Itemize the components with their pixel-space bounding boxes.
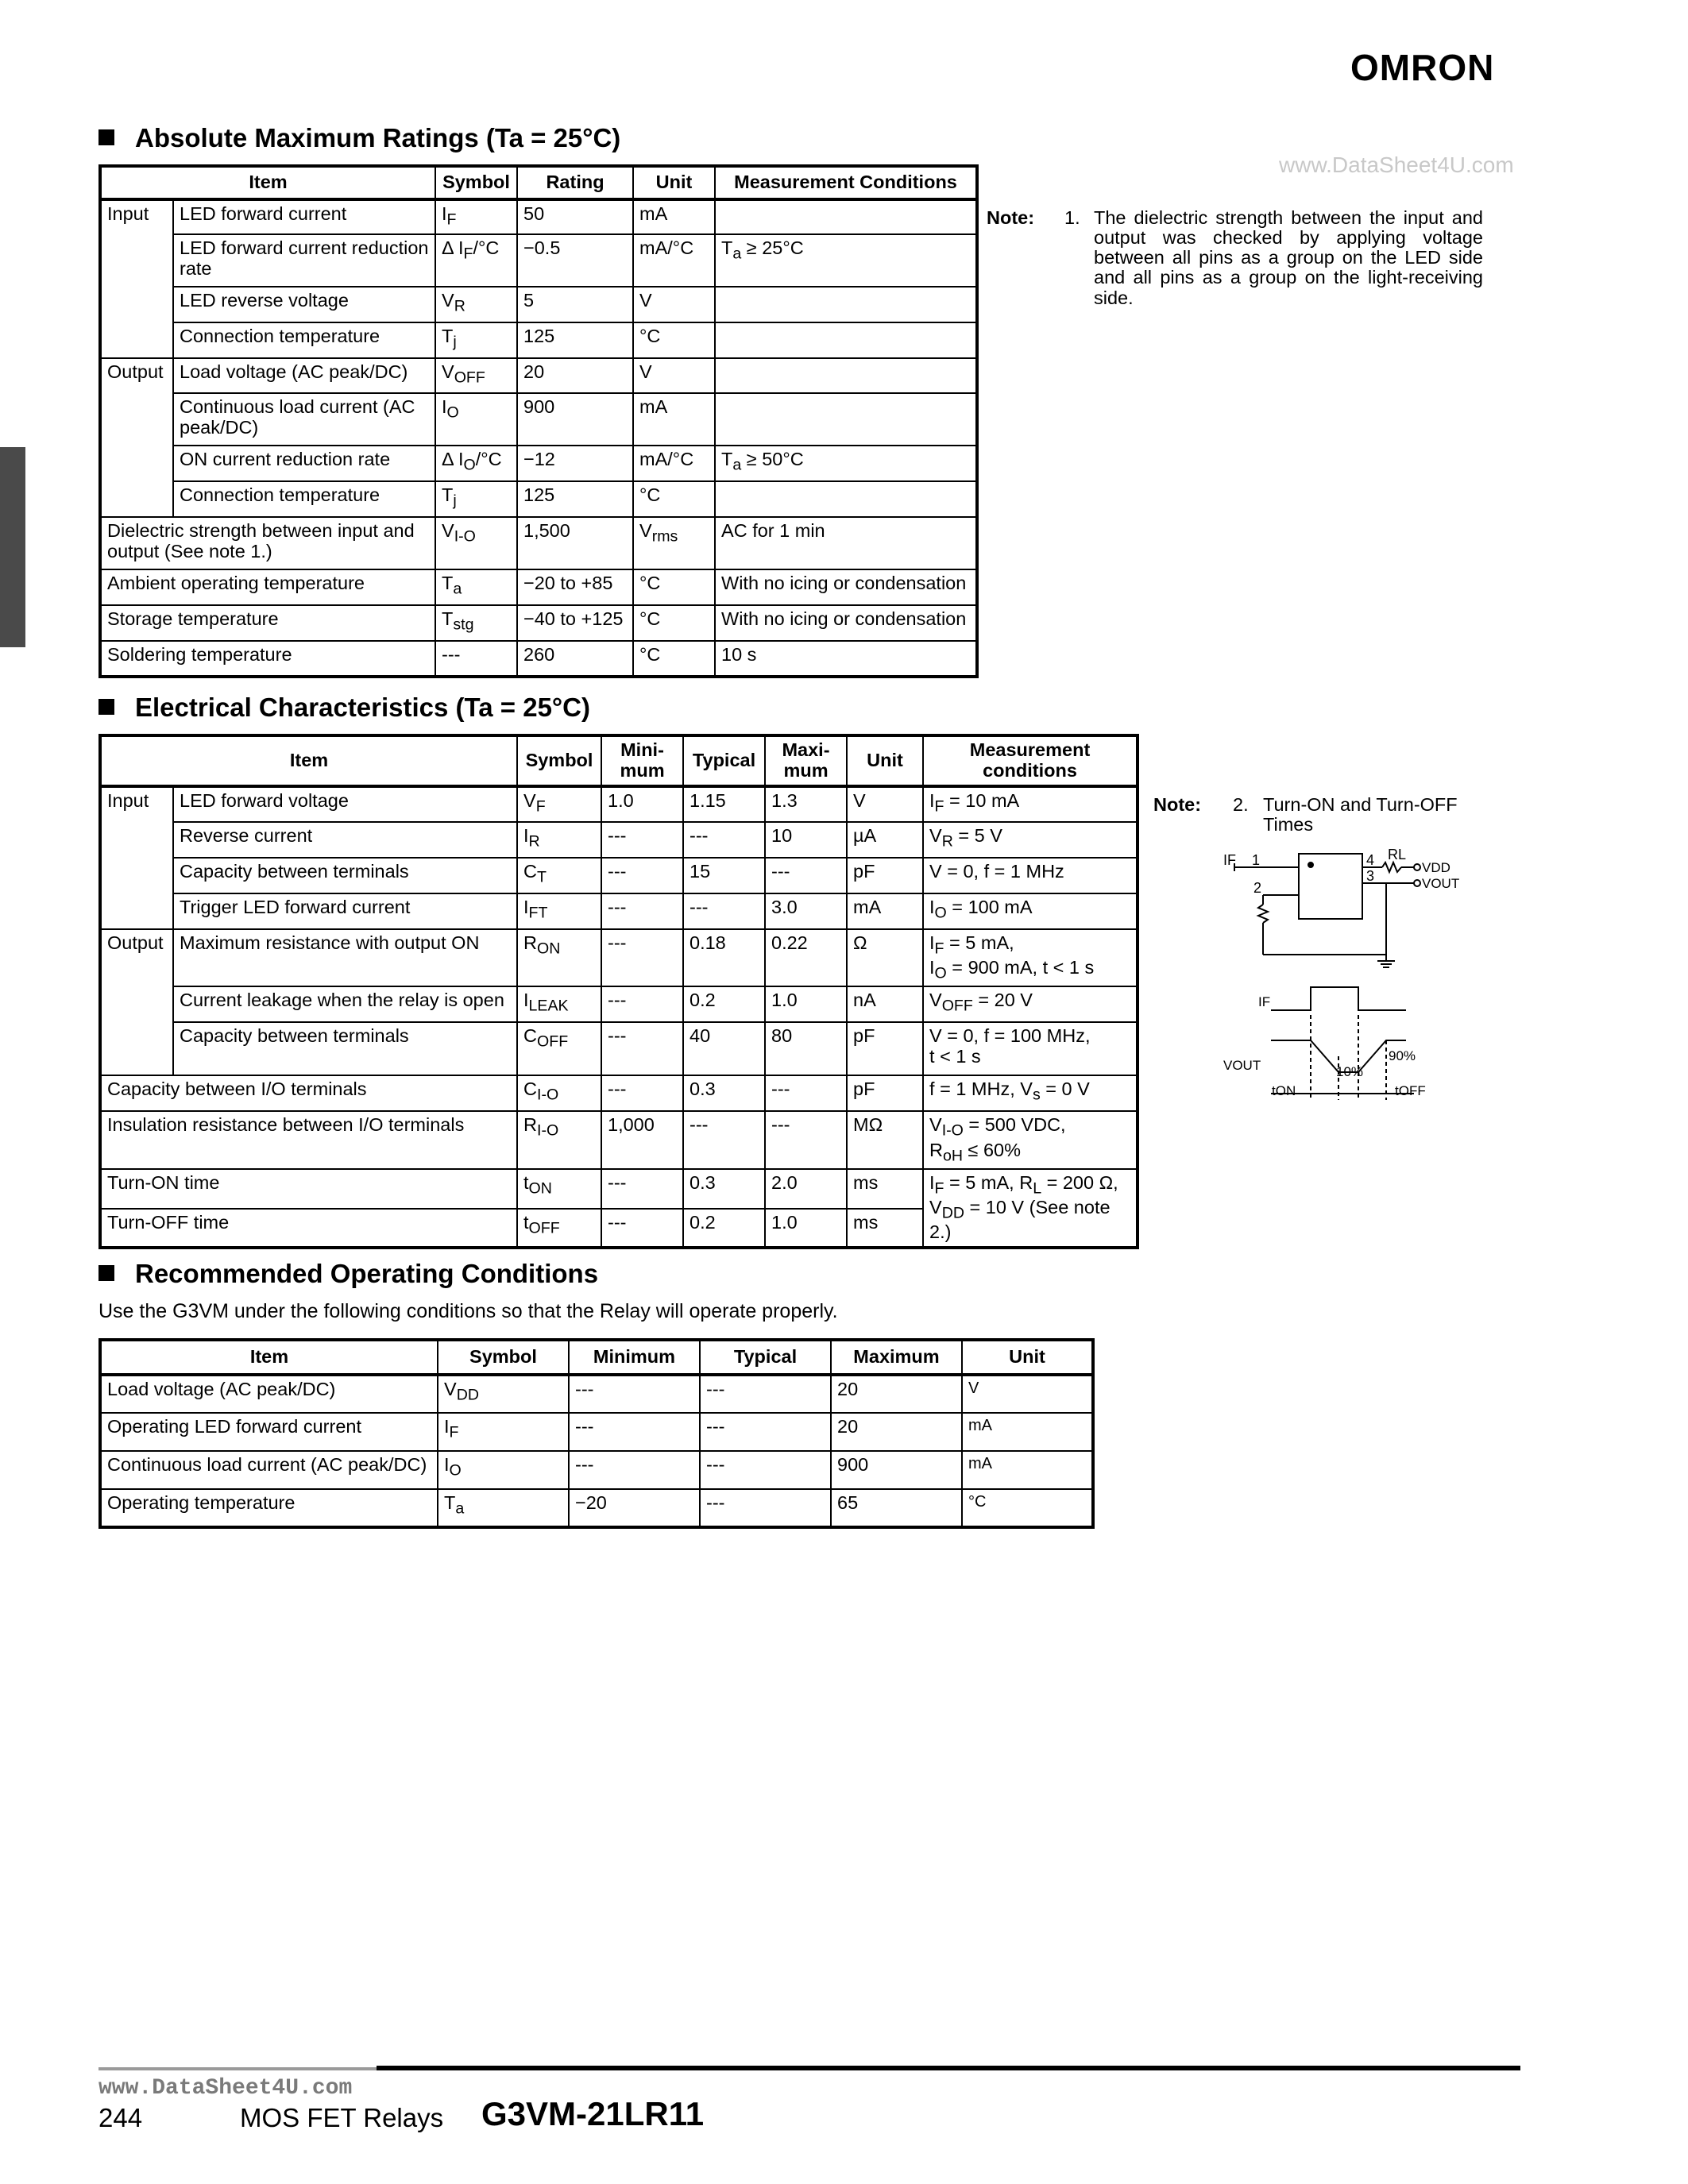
- unit-cell: °C: [633, 569, 715, 605]
- item-cell: Continuous load current (AC peak/DC): [173, 393, 435, 446]
- col-header-rating: Rating: [517, 166, 633, 199]
- min-cell: ---: [601, 893, 683, 929]
- unit-cell: $V_{rms}$: [633, 517, 715, 569]
- pin1-dot-icon: [1308, 862, 1313, 867]
- label-vdd: VDD: [1422, 860, 1450, 875]
- col-header-symbol: Symbol: [438, 1340, 569, 1375]
- max-cell: 10: [765, 822, 847, 858]
- group-output: Output: [100, 358, 173, 517]
- cond-cell: $V_R = 5$ V: [923, 822, 1138, 858]
- min-cell: 1.0: [601, 786, 683, 822]
- unit-cell: Ω: [847, 929, 923, 986]
- symbol-cell: $R_{I-O}$: [517, 1111, 601, 1168]
- unit-cell: mA: [847, 893, 923, 929]
- col-header-typical: Typical: [700, 1340, 831, 1375]
- label-toff: tOFF: [1395, 1083, 1426, 1098]
- unit-cell: °C: [633, 322, 715, 358]
- typ-cell: 0.18: [683, 929, 765, 986]
- cond-cell: $T_a \ge 25^\circ C$: [715, 234, 977, 287]
- rating-cell: −12: [517, 446, 633, 481]
- cond-cell: V = 0, f = 1 MHz: [923, 858, 1138, 893]
- label-pin2: 2: [1253, 880, 1262, 896]
- cond-cell: $I_F = 10$ mA: [923, 786, 1138, 822]
- col-header-typical: Typical: [683, 735, 765, 786]
- col-header-min: Mini- mum: [601, 735, 683, 786]
- item-cell: LED forward current: [173, 199, 435, 234]
- cond-cell: $I_F = 5$ mA, $I_O = 900$ mA, t < 1 s: [923, 929, 1138, 986]
- col-header-unit: Unit: [962, 1340, 1093, 1375]
- typ-cell: ---: [700, 1451, 831, 1489]
- table-row: [100, 1375, 1093, 1413]
- symbol-cell: $I_O$: [435, 393, 517, 446]
- rating-cell: −0.5: [517, 234, 633, 287]
- unit-cell: nA: [847, 986, 923, 1022]
- max-cell: ---: [765, 1111, 847, 1168]
- max-cell: 0.22: [765, 929, 847, 986]
- min-cell: ---: [569, 1375, 700, 1413]
- symbol-cell: $I_{FT}$: [517, 893, 601, 929]
- min-cell: −20: [569, 1489, 700, 1527]
- symbol-cell: $T_j$: [435, 481, 517, 517]
- table-row: [100, 893, 1138, 929]
- cond-cell: [715, 287, 977, 322]
- table-row: [100, 858, 1138, 893]
- rec-intro-text: Use the G3VM under the following conditions so that the Relay will operate properly.: [98, 1300, 838, 1322]
- symbol-cell: $I_F$: [435, 199, 517, 234]
- cond-cell: AC for 1 min: [715, 517, 977, 569]
- typ-cell: ---: [683, 893, 765, 929]
- table-row: [100, 1075, 1138, 1111]
- min-cell: ---: [601, 1209, 683, 1248]
- col-header-conditions: Measurement conditions: [923, 735, 1138, 786]
- typ-cell: 0.2: [683, 986, 765, 1022]
- item-cell: LED reverse voltage: [173, 287, 435, 322]
- symbol-cell: $T_a$: [438, 1489, 569, 1527]
- min-cell: ---: [601, 929, 683, 986]
- typ-cell: 40: [683, 1022, 765, 1075]
- item-cell: Trigger LED forward current: [173, 893, 517, 929]
- col-header-item: Item: [100, 166, 435, 199]
- table-header-row: [100, 735, 1138, 786]
- elec-title-text: Electrical Characteristics (Ta = 25°C): [135, 693, 590, 722]
- rating-cell: 125: [517, 322, 633, 358]
- label-ton: tON: [1272, 1083, 1296, 1098]
- cond-cell: [715, 393, 977, 446]
- resistor-rl-icon: [1382, 862, 1401, 872]
- item-cell: Insulation resistance between I/O terminals: [100, 1111, 517, 1168]
- symbol-cell: $V_{DD}$: [438, 1375, 569, 1413]
- item-cell: Maximum resistance with output ON: [173, 929, 517, 986]
- min-cell: ---: [601, 858, 683, 893]
- label-10pct: 10%: [1336, 1064, 1364, 1079]
- col-header-item: Item: [100, 735, 517, 786]
- group-output: Output: [100, 929, 173, 1075]
- max-cell: ---: [765, 1075, 847, 1111]
- footer-category: MOS FET Relays: [240, 2103, 444, 2132]
- omron-logo: OMRON: [1350, 47, 1495, 88]
- symbol-cell: $V_F$: [517, 786, 601, 822]
- abs-max-table: [98, 164, 979, 678]
- label-rl: RL: [1388, 847, 1407, 862]
- unit-cell: °C: [962, 1489, 1093, 1527]
- item-cell: ON current reduction rate: [173, 446, 435, 481]
- rec-title: [98, 1259, 598, 1289]
- table-row: [100, 1169, 1138, 1209]
- cond-cell: $V_{OFF} = 20$ V: [923, 986, 1138, 1022]
- unit-cell: °C: [633, 481, 715, 517]
- item-cell: Current leakage when the relay is open: [173, 986, 517, 1022]
- min-cell: ---: [601, 1169, 683, 1209]
- table-row: [100, 1451, 1093, 1489]
- label-pin1: 1: [1252, 852, 1261, 868]
- unit-cell: V: [633, 287, 715, 322]
- footer-rule-black: [377, 2066, 1520, 2070]
- table-row: [100, 569, 977, 605]
- max-cell: ---: [765, 858, 847, 893]
- symbol-cell: $T_j$: [435, 322, 517, 358]
- item-cell: Load voltage (AC peak/DC): [173, 358, 435, 393]
- label-wave-vout: VOUT: [1223, 1058, 1261, 1073]
- note-2-label: Note:: [1153, 794, 1202, 815]
- min-cell: ---: [601, 1075, 683, 1111]
- max-cell: 20: [831, 1375, 962, 1413]
- cond-cell: 10 s: [715, 641, 977, 677]
- col-header-max: Maximum: [831, 1340, 962, 1375]
- symbol-subscript: F: [446, 210, 457, 229]
- rating-cell: −20 to +85: [517, 569, 633, 605]
- table-row: [100, 287, 977, 322]
- table-row: [100, 1413, 1093, 1451]
- cond-cell: f = 1 MHz, $V_s = 0$ V: [923, 1075, 1138, 1111]
- table-row: [100, 199, 977, 234]
- turn-on-off-diagram: [1223, 846, 1493, 1116]
- rating-cell: 125: [517, 481, 633, 517]
- col-header-unit: Unit: [633, 166, 715, 199]
- table-row: [100, 481, 977, 517]
- footer-rule-gray: [98, 2067, 377, 2070]
- unit-cell: mA: [962, 1451, 1093, 1489]
- col-header-unit: Unit: [847, 735, 923, 786]
- rating-cell: 50: [517, 199, 633, 234]
- symbol-cell: $I_F$: [438, 1413, 569, 1451]
- symbol-cell: $C_{I-O}$: [517, 1075, 601, 1111]
- min-cell: ---: [601, 822, 683, 858]
- footer-model: G3VM-21LR11: [481, 2095, 705, 2132]
- unit-cell: V: [633, 358, 715, 393]
- max-cell: 2.0: [765, 1169, 847, 1209]
- unit-cell: mA: [962, 1413, 1093, 1451]
- label-90pct: 90%: [1389, 1048, 1416, 1063]
- symbol-cell: $I_R$: [517, 822, 601, 858]
- cond-cell: With no icing or condensation: [715, 605, 977, 641]
- item-cell: Dielectric strength between input and output (See note 1.): [100, 517, 435, 569]
- item-cell: Connection temperature: [173, 322, 435, 358]
- cond-cell: V = 0, f = 100 MHz, t < 1 s: [923, 1022, 1138, 1075]
- item-cell: LED forward voltage: [173, 786, 517, 822]
- max-cell: 1.0: [765, 986, 847, 1022]
- square-bullet-icon: [98, 129, 114, 145]
- symbol-cell: $V_{OFF}$: [435, 358, 517, 393]
- table-row: [100, 1022, 1138, 1075]
- typ-cell: ---: [683, 1111, 765, 1168]
- item-cell: Capacity between I/O terminals: [100, 1075, 517, 1111]
- square-bullet-icon: [98, 1265, 114, 1281]
- item-cell: Turn-ON time: [100, 1169, 517, 1209]
- cond-cell: $I_F = 5$ mA, $R_L = 200$ Ω, $V_{DD} = 10$ V (See note 2.): [923, 1169, 1138, 1248]
- table-row: [100, 986, 1138, 1022]
- group-input: Input: [100, 199, 173, 358]
- rating-cell: 5: [517, 287, 633, 322]
- symbol-cell: $I_O$: [438, 1451, 569, 1489]
- max-cell: 1.3: [765, 786, 847, 822]
- vdd-terminal-icon: [1414, 864, 1420, 870]
- note-1-number: 1.: [1064, 207, 1080, 228]
- table-row: [100, 1489, 1093, 1527]
- unit-cell: V: [847, 786, 923, 822]
- table-row: [100, 786, 1138, 822]
- item-cell: LED forward current reduction rate: [173, 234, 435, 287]
- symbol-cell: $t_{ON}$: [517, 1169, 601, 1209]
- typ-cell: ---: [700, 1413, 831, 1451]
- symbol-cell: $C_{OFF}$: [517, 1022, 601, 1075]
- cond-cell: $T_a \ge 50^\circ C$: [715, 446, 977, 481]
- min-cell: ---: [569, 1451, 700, 1489]
- side-tab-marker: [0, 447, 25, 647]
- table-row: [100, 322, 977, 358]
- note-2-number: 2.: [1233, 794, 1249, 815]
- item-cell: Operating LED forward current: [100, 1413, 438, 1451]
- min-cell: ---: [569, 1413, 700, 1451]
- cond-cell: [715, 481, 977, 517]
- rating-cell: 900: [517, 393, 633, 446]
- elec-title: [98, 693, 590, 723]
- item-cell: Storage temperature: [100, 605, 435, 641]
- cond-cell: $I_O = 100$ mA: [923, 893, 1138, 929]
- rating-cell: 1,500: [517, 517, 633, 569]
- typ-cell: 15: [683, 858, 765, 893]
- col-header-item: Item: [100, 1340, 438, 1375]
- rating-cell: 20: [517, 358, 633, 393]
- symbol-cell: ---: [435, 641, 517, 677]
- unit-cell: °C: [633, 641, 715, 677]
- unit-cell: mA/°C: [633, 234, 715, 287]
- note-2-text: Turn-ON and Turn-OFF Times: [1263, 794, 1458, 835]
- table-row: [100, 822, 1138, 858]
- note-1-label: Note:: [987, 207, 1035, 228]
- max-cell: 65: [831, 1489, 962, 1527]
- note-1-text: The dielectric strength between the input and output was checked by applying voltage between all pins as a group on the LED side and all pins as a group on the light-receiving side.: [1094, 207, 1483, 308]
- unit-cell: pF: [847, 858, 923, 893]
- item-cell: Connection temperature: [173, 481, 435, 517]
- col-header-min: Minimum: [569, 1340, 700, 1375]
- col-header-conditions: Measurement Conditions: [715, 166, 977, 199]
- unit-cell: mA: [633, 393, 715, 446]
- typ-cell: 0.2: [683, 1209, 765, 1248]
- resistor-input-icon: [1258, 905, 1268, 923]
- typ-cell: 1.15: [683, 786, 765, 822]
- typ-cell: ---: [700, 1375, 831, 1413]
- max-cell: 3.0: [765, 893, 847, 929]
- min-cell: ---: [601, 986, 683, 1022]
- cond-cell: [715, 358, 977, 393]
- max-cell: 80: [765, 1022, 847, 1075]
- rating-cell: 260: [517, 641, 633, 677]
- watermark-top: www.DataSheet4U.com: [1279, 152, 1514, 177]
- symbol-cell: Δ $I_F/^\circ C$: [435, 234, 517, 287]
- footer-watermark: www.DataSheet4U.com: [98, 2076, 353, 2101]
- label-vout: VOUT: [1422, 876, 1460, 891]
- item-cell: Turn-OFF time: [100, 1209, 517, 1248]
- table-row: [100, 605, 977, 641]
- item-cell: Operating temperature: [100, 1489, 438, 1527]
- symbol-cell: $T_a$: [435, 569, 517, 605]
- table-header-row: [100, 166, 977, 199]
- note-2: [1153, 795, 1487, 843]
- cond-cell: $V_{I-O} = 500$ VDC, $R_{oH} \le 60\%$: [923, 1111, 1138, 1168]
- label-wave-if: IF: [1258, 994, 1271, 1009]
- unit-cell: V: [962, 1375, 1093, 1413]
- group-input: Input: [100, 786, 173, 929]
- symbol-cell: $V_{I-O}$: [435, 517, 517, 569]
- label-pin4: 4: [1366, 852, 1375, 868]
- page-number: 244: [98, 2103, 143, 2132]
- max-cell: 1.0: [765, 1209, 847, 1248]
- unit-cell: mA: [633, 199, 715, 234]
- if-waveform: [1271, 987, 1406, 1010]
- elec-table: [98, 734, 1139, 1249]
- abs-max-title: [98, 123, 620, 153]
- typ-cell: ---: [700, 1489, 831, 1527]
- table-row: [100, 393, 977, 446]
- unit-cell: ms: [847, 1209, 923, 1248]
- unit-cell: pF: [847, 1022, 923, 1075]
- col-header-max: Maxi- mum: [765, 735, 847, 786]
- table-row: [100, 929, 1138, 986]
- max-cell: 900: [831, 1451, 962, 1489]
- unit-cell: mA/°C: [633, 446, 715, 481]
- rating-cell: −40 to +125: [517, 605, 633, 641]
- item-cell: Soldering temperature: [100, 641, 435, 677]
- table-row: [100, 234, 977, 287]
- unit-cell: µA: [847, 822, 923, 858]
- symbol-cell: $V_R$: [435, 287, 517, 322]
- symbol-cell: $R_{ON}$: [517, 929, 601, 986]
- rec-title-text: Recommended Operating Conditions: [135, 1259, 599, 1288]
- max-cell: 20: [831, 1413, 962, 1451]
- typ-cell: 0.3: [683, 1075, 765, 1111]
- symbol-cell: $I_{LEAK}$: [517, 986, 601, 1022]
- label-pin3: 3: [1366, 868, 1375, 884]
- table-row: [100, 641, 977, 677]
- table-header-row: [100, 1340, 1093, 1375]
- vout-terminal-icon: [1414, 880, 1420, 886]
- min-cell: 1,000: [601, 1111, 683, 1168]
- unit-cell: °C: [633, 605, 715, 641]
- unit-cell: pF: [847, 1075, 923, 1111]
- table-row: [100, 1111, 1138, 1168]
- cond-cell: With no icing or condensation: [715, 569, 977, 605]
- typ-cell: ---: [683, 822, 765, 858]
- item-cell: Capacity between terminals: [173, 1022, 517, 1075]
- cond-cell: [715, 322, 977, 358]
- symbol-cell: Δ $I_O/^\circ C$: [435, 446, 517, 481]
- item-cell: Ambient operating temperature: [100, 569, 435, 605]
- note-1: [987, 207, 1487, 308]
- col-header-symbol: Symbol: [517, 735, 601, 786]
- square-bullet-icon: [98, 699, 114, 715]
- item-cell: Reverse current: [173, 822, 517, 858]
- symbol-cell: $t_{OFF}$: [517, 1209, 601, 1248]
- min-cell: ---: [601, 1022, 683, 1075]
- item-cell: Continuous load current (AC peak/DC): [100, 1451, 438, 1489]
- label-if: IF: [1223, 852, 1236, 868]
- cond-cell: [715, 199, 977, 234]
- symbol-cell: $T_{stg}$: [435, 605, 517, 641]
- rec-table: [98, 1338, 1095, 1529]
- symbol-cell: $C_T$: [517, 858, 601, 893]
- unit-cell: ms: [847, 1169, 923, 1209]
- typ-cell: 0.3: [683, 1169, 765, 1209]
- unit-cell: MΩ: [847, 1111, 923, 1168]
- abs-max-title-text: Absolute Maximum Ratings (Ta = 25°C): [135, 123, 621, 152]
- item-cell: Load voltage (AC peak/DC): [100, 1375, 438, 1413]
- table-row: [100, 358, 977, 393]
- table-row: [100, 517, 977, 569]
- item-cell: Capacity between terminals: [173, 858, 517, 893]
- col-header-symbol: Symbol: [435, 166, 517, 199]
- table-row: [100, 446, 977, 481]
